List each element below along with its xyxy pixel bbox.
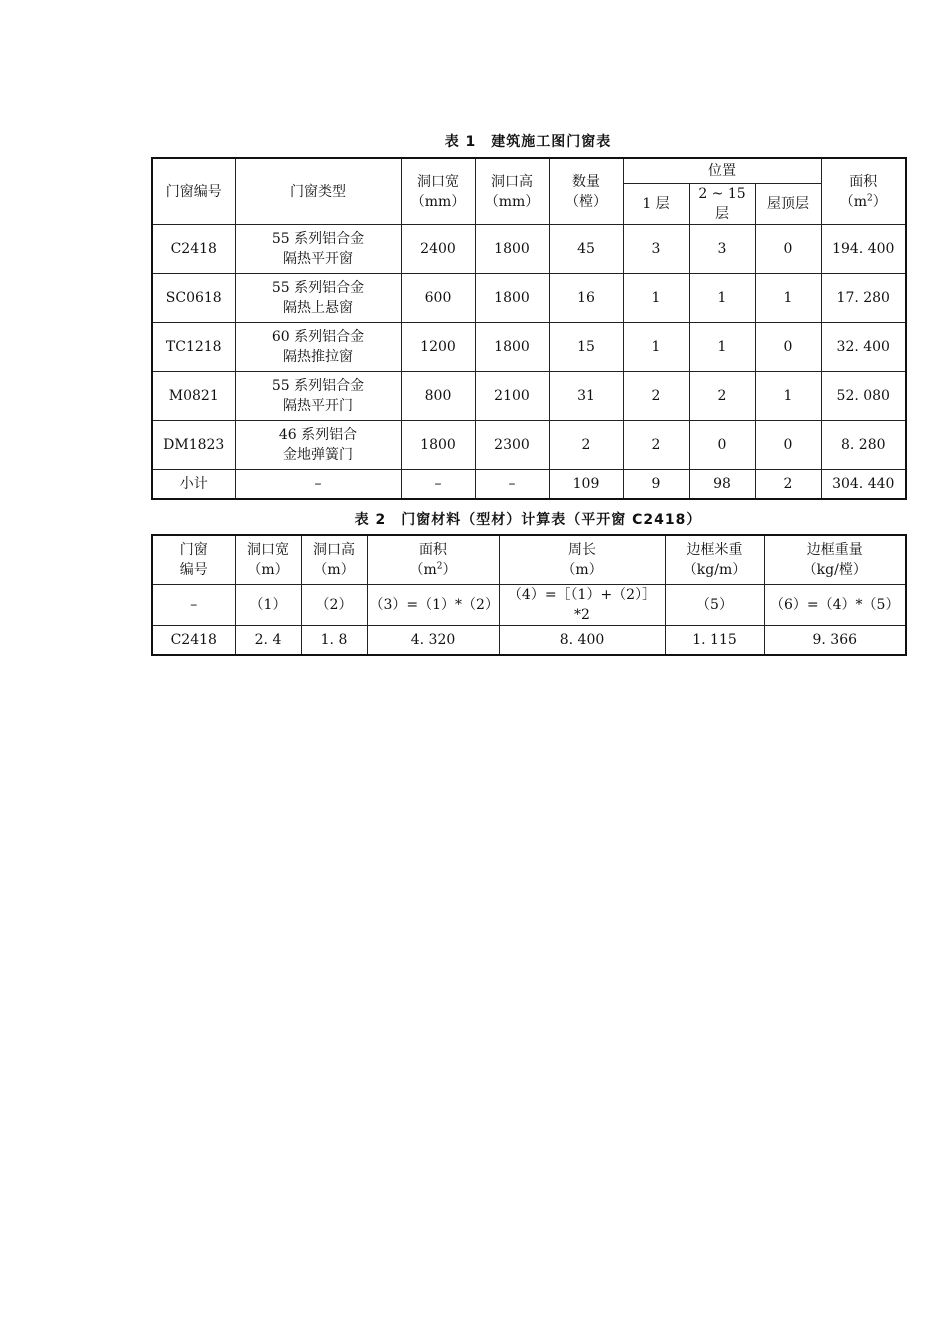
header-type: 门窗类型	[235, 158, 401, 225]
door-window-schedule-table	[151, 157, 907, 500]
cell-roof: 0	[755, 323, 821, 372]
table2-header-cell: 面积 $(m^2)$	[367, 535, 499, 585]
cell-code: DM1823	[152, 421, 235, 470]
subtotal-label: 小计	[152, 470, 235, 500]
cell-qty: 31	[549, 372, 623, 421]
table2-data-row	[152, 626, 906, 656]
cell-width: 800	[401, 372, 475, 421]
table-row	[152, 323, 906, 372]
table2-formula-cell: –	[152, 585, 235, 626]
table2-header-cell: 周长 （m）	[499, 535, 665, 585]
cell-area: 52. 080	[821, 372, 906, 421]
table2-data-cell: 1. 8	[301, 626, 367, 656]
header-position: 位置	[623, 158, 821, 184]
material-calculation-table	[151, 534, 907, 656]
header-qty: 数量 （樘）	[549, 158, 623, 225]
table2-data-cell: 8. 400	[499, 626, 665, 656]
cell-floor2-15: 1	[689, 274, 755, 323]
cell-height: 1800	[475, 323, 549, 372]
cell-width: 1200	[401, 323, 475, 372]
table2-header-cell: 洞口宽 （m）	[235, 535, 301, 585]
table2-data-cell: C2418	[152, 626, 235, 656]
table2-header-cell: 边框重量 （kg/樘）	[764, 535, 906, 585]
table2-data-cell: 4. 320	[367, 626, 499, 656]
cell-floor2-15: 2	[689, 372, 755, 421]
cell-height: 1800	[475, 274, 549, 323]
subtotal-width: –	[401, 470, 475, 500]
cell-floor1: 1	[623, 323, 689, 372]
cell-floor2-15: 3	[689, 225, 755, 274]
cell-height: 1800	[475, 225, 549, 274]
cell-roof: 1	[755, 274, 821, 323]
table2-formula-cell: （5）	[665, 585, 764, 626]
cell-type: 55 系列铝合金 隔热平开门	[235, 372, 401, 421]
subtotal-floor1: 9	[623, 470, 689, 500]
table2-formula-cell: （4）=［（1）+（2）］*2	[499, 585, 665, 626]
table2-formula-cell: （6）=（4）*（5）	[764, 585, 906, 626]
cell-floor1: 2	[623, 421, 689, 470]
cell-floor2-15: 0	[689, 421, 755, 470]
table-row	[152, 421, 906, 470]
cell-code: TC1218	[152, 323, 235, 372]
cell-area: 32. 400	[821, 323, 906, 372]
cell-code: C2418	[152, 225, 235, 274]
cell-height: 2300	[475, 421, 549, 470]
header-height: 洞口高 （mm）	[475, 158, 549, 225]
header-code: 门窗编号	[152, 158, 235, 225]
cell-height: 2100	[475, 372, 549, 421]
cell-type: 55 系列铝合金 隔热上悬窗	[235, 274, 401, 323]
table2-data-cell: 2. 4	[235, 626, 301, 656]
table2-formula-cell: （2）	[301, 585, 367, 626]
cell-code: M0821	[152, 372, 235, 421]
header-roof: 屋顶层	[755, 184, 821, 225]
table2-data-cell: 1. 115	[665, 626, 764, 656]
table-row	[152, 274, 906, 323]
subtotal-type: –	[235, 470, 401, 500]
header-width: 洞口宽 （mm）	[401, 158, 475, 225]
cell-qty: 16	[549, 274, 623, 323]
cell-type: 60 系列铝合金 隔热推拉窗	[235, 323, 401, 372]
cell-roof: 1	[755, 372, 821, 421]
table2-caption: 表 2 门窗材料（型材）计算表（平开窗 C2418）	[354, 512, 702, 528]
cell-roof: 0	[755, 421, 821, 470]
cell-qty: 15	[549, 323, 623, 372]
cell-area: 8. 280	[821, 421, 906, 470]
cell-floor1: 3	[623, 225, 689, 274]
table2-formula-cell: （3）=（1）*（2）	[367, 585, 499, 626]
cell-width: 600	[401, 274, 475, 323]
table1-subtotal-row	[152, 470, 906, 500]
table1-header-row	[152, 158, 906, 184]
cell-qty: 2	[549, 421, 623, 470]
cell-floor1: 2	[623, 372, 689, 421]
header-floor2-15: 2 ~ 15 层	[689, 184, 755, 225]
header-floor1: 1 层	[623, 184, 689, 225]
cell-width: 1800	[401, 421, 475, 470]
subtotal-area: 304. 440	[821, 470, 906, 500]
subtotal-qty: 109	[549, 470, 623, 500]
table2-header-row	[152, 535, 906, 585]
table2-formula-cell: （1）	[235, 585, 301, 626]
table2-formula-row	[152, 585, 906, 626]
table-row	[152, 225, 906, 274]
table-row	[152, 372, 906, 421]
subtotal-floor2-15: 98	[689, 470, 755, 500]
cell-type: 55 系列铝合金 隔热平开窗	[235, 225, 401, 274]
cell-area: 17. 280	[821, 274, 906, 323]
cell-code: SC0618	[152, 274, 235, 323]
cell-qty: 45	[549, 225, 623, 274]
header-area: 面积 $(m^2)$	[821, 158, 906, 225]
table2-header-cell: 边框米重 （kg/m）	[665, 535, 764, 585]
table2-data-cell: 9. 366	[764, 626, 906, 656]
table1-caption: 表 1 建筑施工图门窗表	[444, 134, 612, 150]
cell-roof: 0	[755, 225, 821, 274]
cell-area: 194. 400	[821, 225, 906, 274]
cell-floor2-15: 1	[689, 323, 755, 372]
table2-header-cell: 洞口高 （m）	[301, 535, 367, 585]
subtotal-height: –	[475, 470, 549, 500]
cell-type: 46 系列铝合 金地弹簧门	[235, 421, 401, 470]
cell-width: 2400	[401, 225, 475, 274]
subtotal-roof: 2	[755, 470, 821, 500]
table2-header-cell: 门窗 编号	[152, 535, 235, 585]
cell-floor1: 1	[623, 274, 689, 323]
